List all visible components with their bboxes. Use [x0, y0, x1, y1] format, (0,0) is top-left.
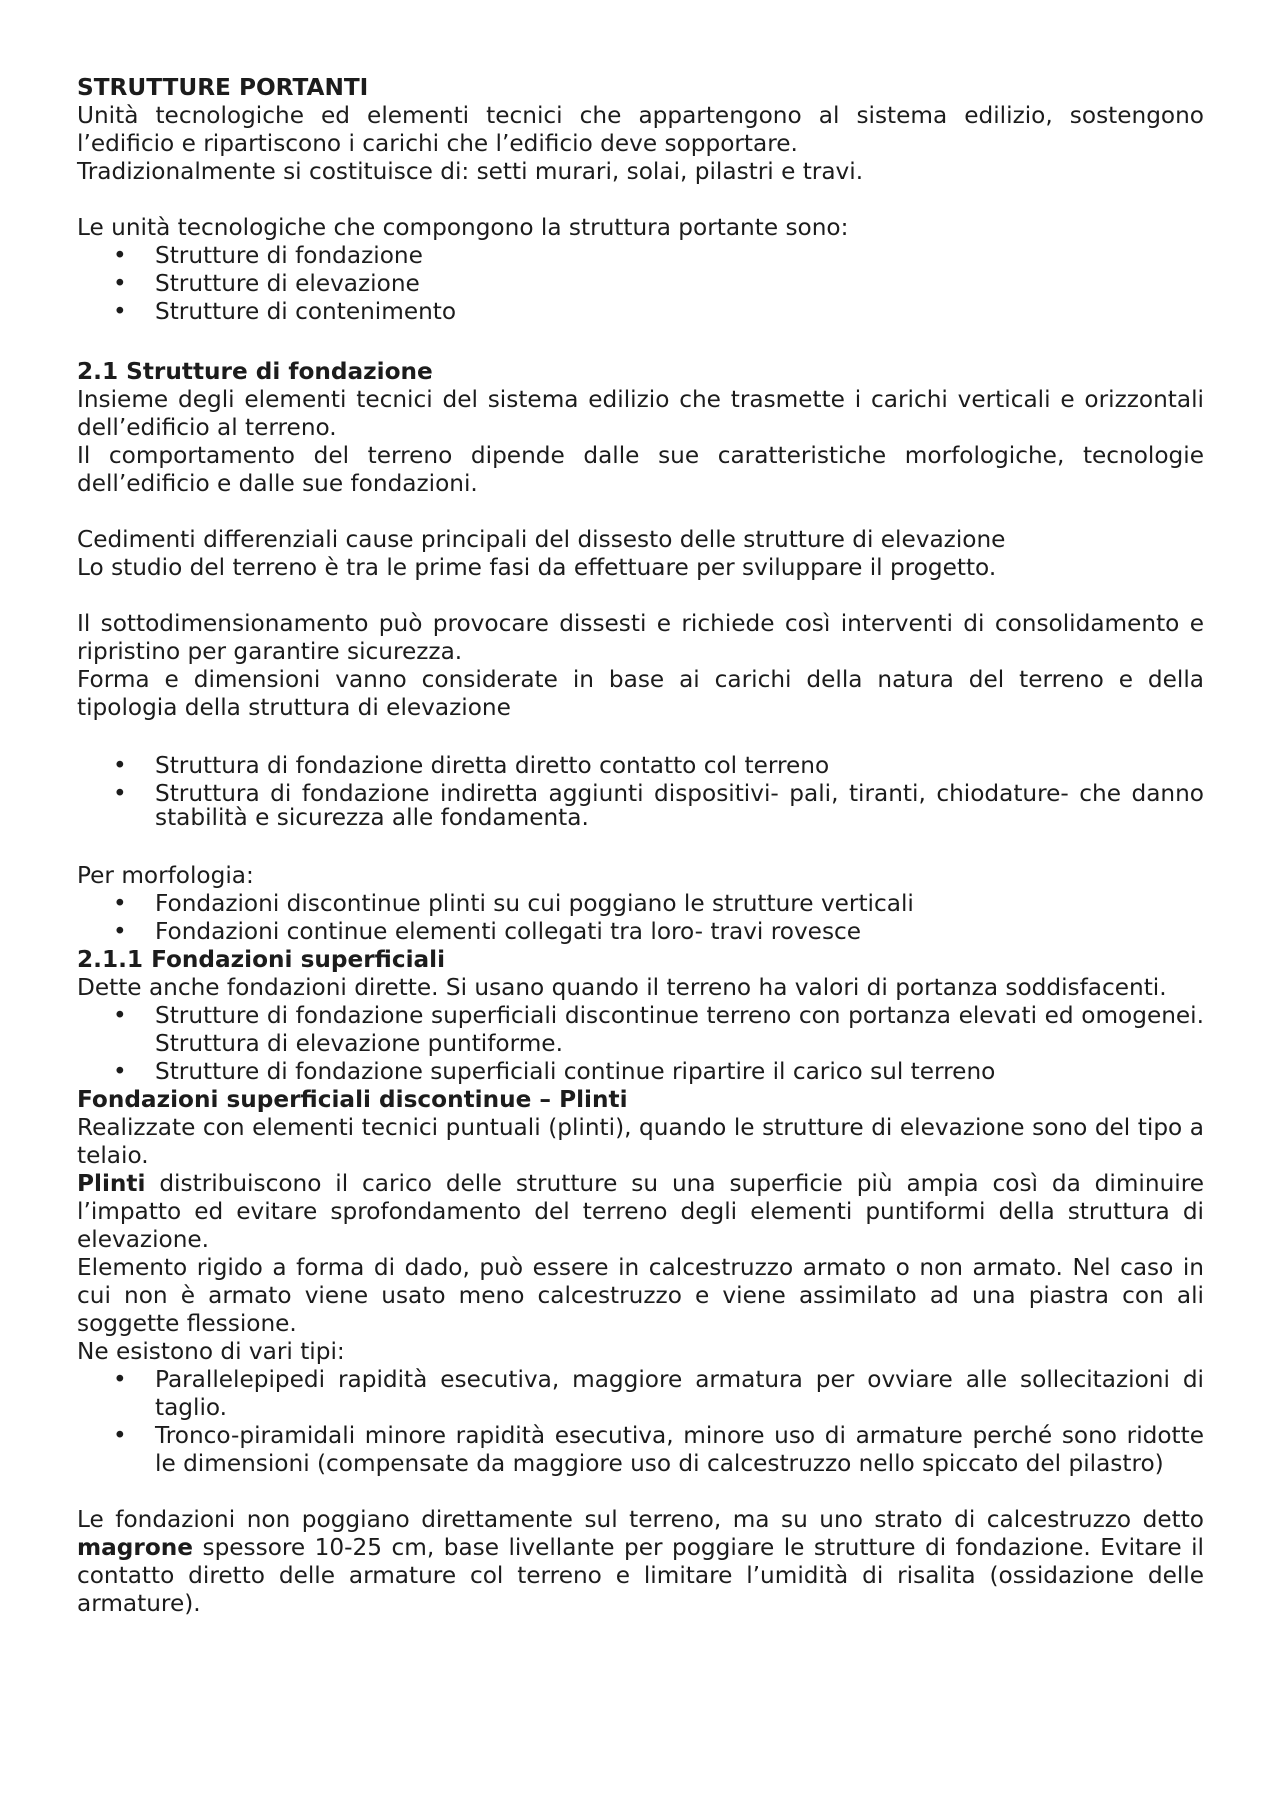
paragraph: Elemento rigido a forma di dado, può essere in calcestruzzo armato o non armato. Nel caso in cui non è armato viene usato meno calcestruzzo e viene assimilato ad una piastra con ali soggette flessione.	[77, 1254, 1204, 1337]
bullet-icon: •	[113, 780, 127, 807]
list-item: • Strutture di elevazione	[113, 270, 420, 297]
plinti-types-list	[77, 1366, 1204, 1478]
list-item: • Fondazioni continue elementi collegati tra loro- travi rovesce	[113, 918, 862, 945]
paragraph: Ne esistono di vari tipi:	[77, 1338, 345, 1365]
paragraph: Le fondazioni non poggiano direttamente sul terreno, ma su uno strato di calcestruzzo detto magrone spessore 10-25 cm, base livellante per poggiare le strutture di fondazione. Evitare il contatto diretto delle armature col terreno e limitare l’umidità di risalita (ossidazione delle armature).	[77, 1506, 1204, 1617]
bold-term: magrone	[77, 1534, 194, 1561]
bullet-icon: •	[113, 918, 127, 945]
paragraph: Realizzate con elementi tecnici puntuali (plinti), quando le strutture di elevazione sono del tipo a telaio.	[77, 1114, 1204, 1169]
paragraph: Insieme degli elementi tecnici del sistema edilizio che trasmette i carichi verticali e orizzontali dell’edificio al terreno.	[77, 386, 1204, 441]
paragraph: Dette anche fondazioni dirette. Si usano quando il terreno ha valori di portanza soddisfacenti.	[77, 974, 1167, 1001]
morphology-list	[77, 890, 1204, 946]
page-title: STRUTTURE PORTANTI	[77, 74, 369, 101]
paragraph: Il comportamento del terreno dipende dalle sue caratteristiche morfologiche, tecnologie dell’edificio e dalle sue fondazioni.	[77, 442, 1204, 497]
paragraph: Il sottodimensionamento può provocare dissesti e richiede così interventi di consolidamento e ripristino per garantire sicurezza.	[77, 610, 1204, 665]
bullet-icon: •	[113, 890, 127, 917]
bullet-icon: •	[113, 1366, 127, 1393]
list-item: • Strutture di contenimento	[113, 298, 457, 325]
paragraph: Plinti distribuiscono il carico delle strutture su una superficie più ampia così da diminuire l’impatto ed evitare sprofondamento del terreno degli elementi puntiformi della struttura di elevazione.	[77, 1170, 1204, 1253]
paragraph: Cedimenti differenziali cause principali del dissesto delle strutture di elevazione	[77, 526, 1006, 553]
superficial-list	[77, 1002, 1204, 1086]
bullet-icon: •	[113, 752, 127, 779]
list-item: • Strutture di fondazione superficiali continue ripartire il carico sul terreno	[113, 1058, 996, 1085]
foundation-types-list	[77, 752, 1204, 830]
intro-paragraph-2: Tradizionalmente si costituisce di: setti murari, solai, pilastri e travi.	[77, 158, 864, 185]
list-item: • Tronco-piramidali minore rapidità esecutiva, minore uso di armature perché sono ridotte le dimensioni (compensate da maggiore uso di calcestruzzo nello spiccato del pilastro)	[113, 1422, 1204, 1477]
bullet-icon: •	[113, 1422, 127, 1449]
units-list	[77, 242, 1204, 326]
bullet-icon: •	[113, 1002, 127, 1029]
paragraph: Lo studio del terreno è tra le prime fasi da effettuare per sviluppare il progetto.	[77, 554, 997, 581]
list-item: • Fondazioni discontinue plinti su cui poggiano le strutture verticali	[113, 890, 914, 917]
list-item: • Strutture di fondazione	[113, 242, 423, 269]
bullet-icon: •	[113, 270, 127, 297]
section-heading: Fondazioni superficiali discontinue – Plinti	[77, 1086, 628, 1113]
list-item: • Strutture di fondazione superficiali discontinue terreno con portanza elevati ed omogenei. Struttura di elevazione puntiforme.	[113, 1002, 1204, 1057]
list-item: • Struttura di fondazione diretta diretto contatto col terreno	[113, 752, 830, 779]
list-item: • Struttura di fondazione indiretta aggiunti dispositivi- pali, tiranti, chiodature- che danno stabilità e sicurezza alle fondamenta.	[113, 780, 1204, 831]
bold-term: Plinti	[77, 1170, 146, 1197]
paragraph: Per morfologia:	[77, 862, 254, 889]
document-page	[77, 74, 1204, 1618]
bullet-icon: •	[113, 242, 127, 269]
bullet-icon: •	[113, 1058, 127, 1085]
intro-paragraph: Unità tecnologiche ed elementi tecnici che appartengono al sistema edilizio, sostengono l’edificio e ripartiscono i carichi che l’edificio deve sopportare.	[77, 102, 1204, 157]
paragraph: Forma e dimensioni vanno considerate in base ai carichi della natura del terreno e della tipologia della struttura di elevazione	[77, 666, 1204, 721]
units-intro: Le unità tecnologiche che compongono la struttura portante sono:	[77, 214, 849, 241]
bullet-icon: •	[113, 298, 127, 325]
section-heading: 2.1 Strutture di fondazione	[77, 358, 433, 385]
section-heading: 2.1.1 Fondazioni superficiali	[77, 946, 446, 973]
list-item: • Parallelepipedi rapidità esecutiva, maggiore armatura per ovviare alle sollecitazioni di taglio.	[113, 1366, 1204, 1421]
